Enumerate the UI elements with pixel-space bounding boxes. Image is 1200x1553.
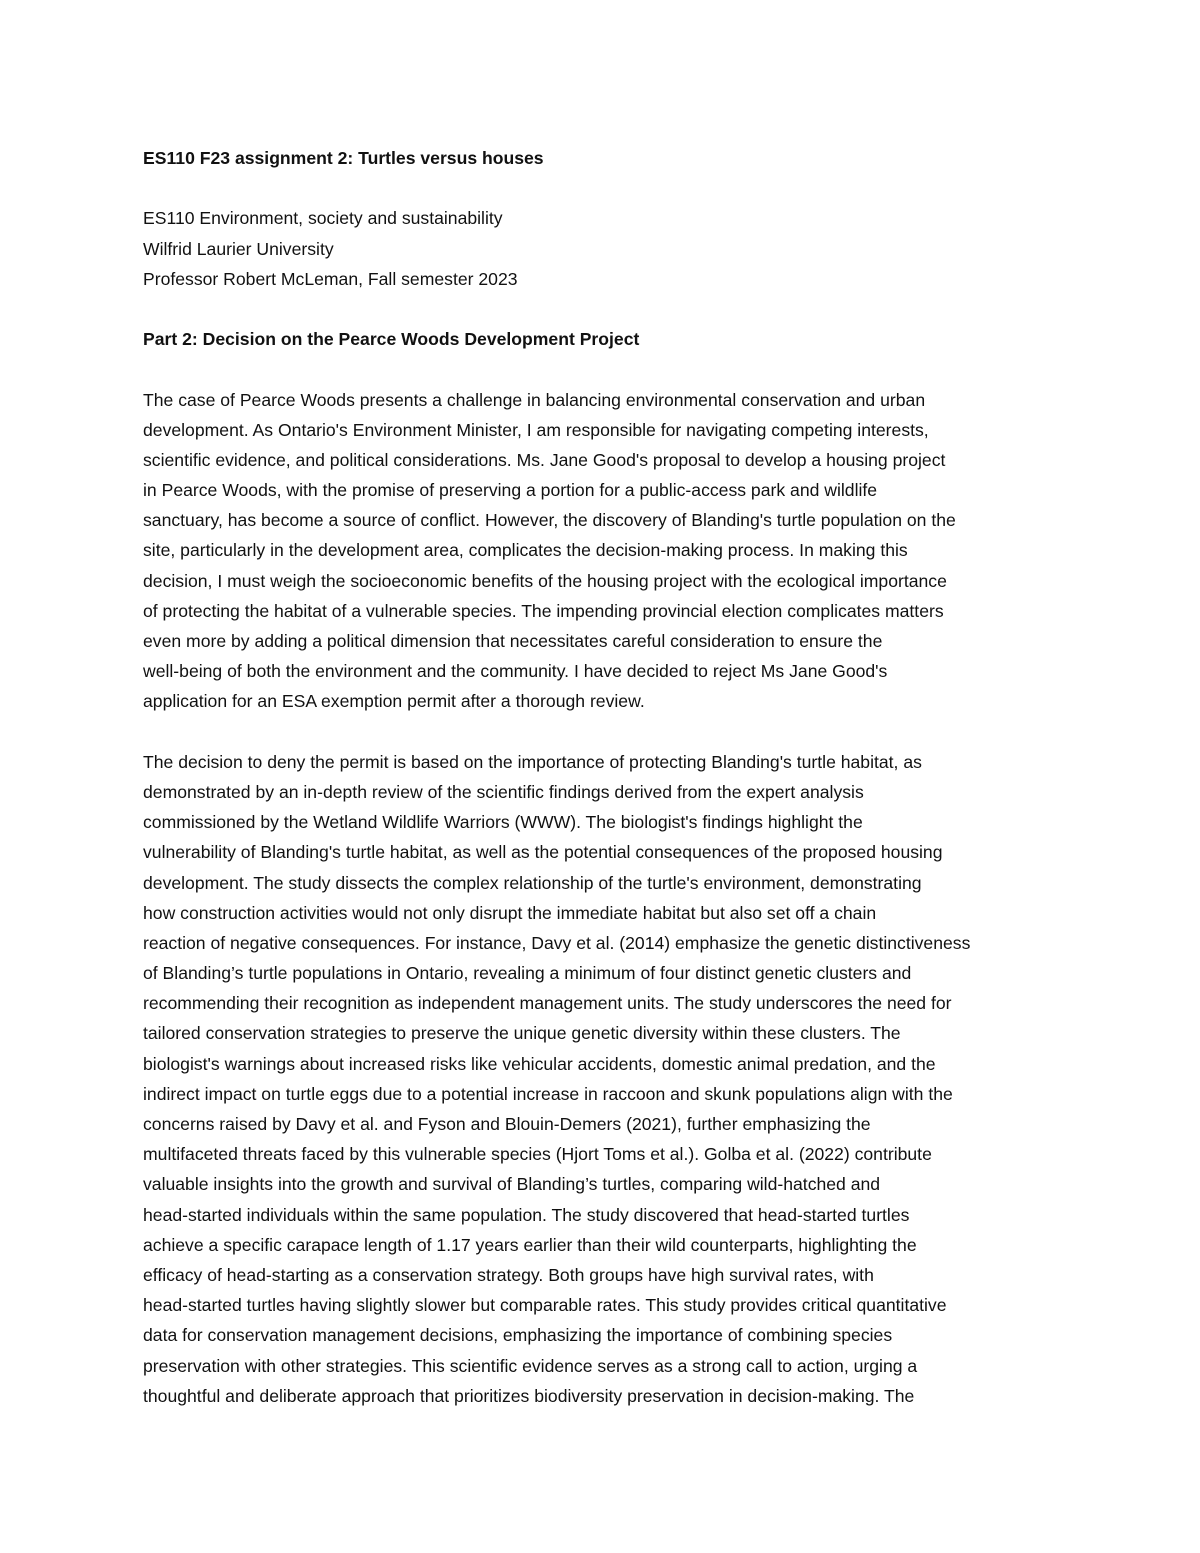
paragraph-line: thoughtful and deliberate approach that prioritizes biodiversity preservation in decision-making. The: [143, 1385, 915, 1406]
paragraph-line: multifaceted threats faced by this vulnerable species (Hjort Toms et al.). Golba et al. (2022) contribute: [143, 1144, 932, 1165]
course-info: [143, 203, 1068, 294]
paragraph-line: well-being of both the environment and the community. I have decided to reject Ms Jane Good's: [143, 661, 888, 682]
paragraph-line: concerns raised by Davy et al. and Fyson and Blouin-Demers (2021), further emphasizing the: [143, 1114, 871, 1134]
paragraph-line: scientific evidence, and political considerations. Ms. Jane Good's proposal to develop a housing project: [143, 449, 946, 470]
part-heading: Part 2: Decision on the Pearce Woods Development Project: [143, 329, 640, 350]
document-title: ES110 F23 assignment 2: Turtles versus houses: [143, 148, 544, 168]
university-name: Wilfrid Laurier University: [143, 238, 334, 259]
paragraph-line: vulnerability of Blanding's turtle habitat, as well as the potential consequences of the proposed housing: [143, 842, 943, 863]
paragraph-line: The decision to deny the permit is based on the importance of protecting Blanding's turtle habitat, as: [143, 751, 922, 772]
paragraph-line: reaction of negative consequences. For instance, Davy et al. (2014) emphasize the genetic distinctiveness: [143, 932, 971, 953]
paragraph-line: head-started individuals within the same population. The study discovered that head-started turtles: [143, 1204, 910, 1225]
paragraph-line: efficacy of head-starting as a conservation strategy. Both groups have high survival rates, with: [143, 1264, 874, 1285]
paragraph-line: development. The study dissects the complex relationship of the turtle's environment, demonstrating: [143, 872, 922, 893]
paragraph-line: application for an ESA exemption permit after a thorough review.: [143, 691, 645, 712]
paragraph-line: valuable insights into the growth and survival of Blanding’s turtles, comparing wild-hatched and: [143, 1174, 881, 1195]
paragraph-line: of Blanding’s turtle populations in Ontario, revealing a minimum of four distinct genetic clusters and: [143, 963, 912, 984]
paragraph-line: even more by adding a political dimension that necessitates careful consideration to ensure the: [143, 631, 883, 651]
paragraph-line: in Pearce Woods, with the promise of preserving a portion for a public-access park and wildlife: [143, 480, 878, 501]
paragraph-line: commissioned by the Wetland Wildlife Warriors (WWW). The biologist's findings highlight the: [143, 812, 863, 833]
paragraph-line: sanctuary, has become a source of conflict. However, the discovery of Blanding's turtle population on the: [143, 510, 956, 531]
paragraph-2: [143, 747, 1068, 1411]
paragraph-line: how construction activities would not only disrupt the immediate habitat but also set off a chain: [143, 902, 877, 923]
paragraph-line: achieve a specific carapace length of 1.17 years earlier than their wild counterparts, highlighting the: [143, 1234, 917, 1255]
paragraph-line: head-started turtles having slightly slower but comparable rates. This study provides critical quantitative: [143, 1295, 947, 1316]
paragraph-line: preservation with other strategies. This scientific evidence serves as a strong call to action, urging a: [143, 1355, 918, 1376]
course-name: ES110 Environment, society and sustainability: [143, 208, 503, 229]
paragraph-line: development. As Ontario's Environment Minister, I am responsible for navigating competing interests,: [143, 419, 929, 440]
paragraph-line: recommending their recognition as independent management units. The study underscores the need for: [143, 993, 952, 1014]
paragraph-line: decision, I must weigh the socioeconomic benefits of the housing project with the ecological importance: [143, 570, 947, 591]
professor-semester: Professor Robert McLeman, Fall semester 2023: [143, 268, 518, 289]
paragraph-line: indirect impact on turtle eggs due to a potential increase in raccoon and skunk populations align with the: [143, 1083, 953, 1104]
paragraph-line: of protecting the habitat of a vulnerable species. The impending provincial election complicates matters: [143, 600, 944, 621]
paragraph-1: [143, 385, 1068, 717]
document-content: [143, 143, 1068, 1411]
paragraph-line: tailored conservation strategies to preserve the unique genetic diversity within these clusters. The: [143, 1023, 901, 1044]
paragraph-line: data for conservation management decisions, emphasizing the importance of combining species: [143, 1325, 893, 1346]
paragraph-line: site, particularly in the development area, complicates the decision-making process. In making this: [143, 540, 908, 561]
paragraph-line: biologist's warnings about increased risks like vehicular accidents, domestic animal predation, and the: [143, 1053, 936, 1074]
paragraph-line: demonstrated by an in-depth review of the scientific findings derived from the expert analysis: [143, 781, 864, 802]
paragraph-line: The case of Pearce Woods presents a challenge in balancing environmental conservation and urban: [143, 389, 926, 410]
